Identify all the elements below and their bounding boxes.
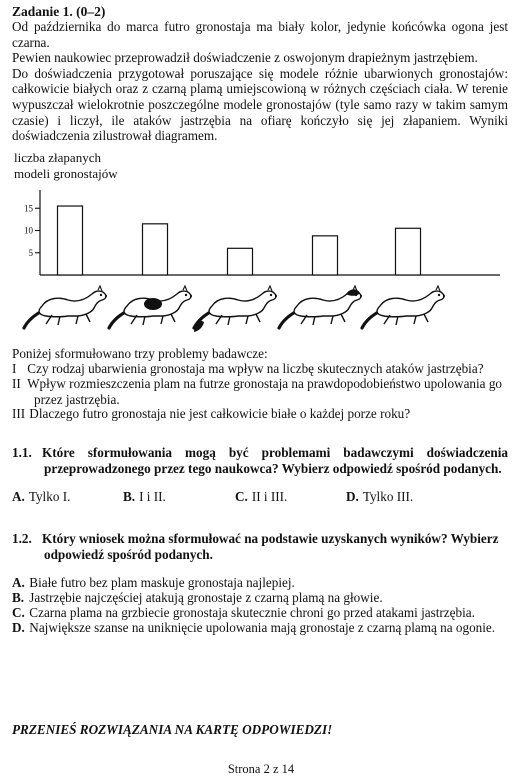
problem-1-number: I	[12, 361, 17, 376]
problem-2-text: Wpływ rozmieszczenia plam na futrze gronostaja na prawdopodobieństwo upolowania go	[27, 376, 503, 391]
stoat-model	[279, 286, 362, 328]
problem-3	[12, 406, 508, 422]
bar	[228, 248, 253, 275]
stoat-nose	[360, 295, 362, 297]
problem-1-text: Czy rodzaj ubarwienia gronostaja ma wpływ na liczbę skutecznych ataków jastrzębia?	[27, 361, 484, 376]
question-1-1-line-2: przeprowadzonego przez tego naukowca? Wybierz odpowiedź spośród podanych.	[44, 460, 502, 476]
option-text: Czarna plama na grzbiecie gronostaja skutecznie chroni go przed atakami jastrzębia.	[29, 605, 475, 620]
stoat-ear	[98, 286, 102, 291]
option-1-2-a[interactable]	[12, 575, 512, 591]
option-letter: D.	[346, 489, 359, 504]
problem-3-number: III	[12, 406, 26, 421]
stoat-model	[109, 286, 192, 328]
option-text: Największe szanse na uniknięcie upolowania mają gronostaje z czarną plamą na ogonie.	[29, 620, 496, 635]
stoat-nose	[443, 295, 445, 297]
intro-paragraph-1: Od października do marca futro gronostaja ma biały kolor, jedynie końcówka ogona jest czarna.	[12, 19, 508, 50]
stoat-ear	[183, 286, 187, 291]
question-1-1-number: 1.1.	[12, 445, 32, 460]
task-intro	[12, 19, 508, 144]
question-1-2-line-1: Który wniosek można sformułować na podstawie uzyskanych wyników? Wybierz	[42, 531, 499, 546]
stoat-eye	[270, 294, 272, 296]
stoat-eye	[100, 294, 102, 296]
page-number: Strona 2 z 14	[227, 762, 295, 776]
task-title: Zadanie 1. (0–2)	[12, 4, 106, 19]
problem-3-text: Dlaczego futro gronostaja nie jest całkowicie białe o każdej porze roku?	[29, 406, 411, 421]
option-1-2-b[interactable]	[12, 590, 512, 606]
question-1-2-line-2: odpowiedź spośród podanych.	[44, 546, 213, 562]
option-letter: B.	[12, 590, 25, 605]
y-tick-label: 5	[28, 247, 33, 258]
intro-paragraph-3: Do doświadczenia przygotował poruszające się modele różnie ubarwionych gronostajów: całkowicie białych oraz z czarną plamą umiejscowioną w różnych częściach ciała. W terenie wypuszczał wielokrotnie poszczególne modele gronostajów (tyle samo razy w takim samym czasie) i liczył, ile ataków jastrzębia na ofiarę kończyło się jej złapaniem. Wyniki doświadczenia zilustrował diagramem.	[12, 65, 508, 144]
problem-2-number: II	[12, 376, 21, 391]
option-letter: B.	[123, 489, 136, 504]
option-letter: C.	[235, 489, 248, 504]
black-spot-tail	[194, 320, 204, 332]
option-text: Białe futro bez plam maskuje gronostaja najlepiej.	[29, 575, 295, 590]
y-tick-label: 15	[24, 203, 33, 214]
question-1-2-number: 1.2.	[12, 531, 32, 546]
option-1-1-a[interactable]	[12, 489, 70, 505]
problem-1	[12, 361, 508, 377]
transfer-answers-note: PRZENIEŚ ROZWIĄZANIA NA KARTĘ ODPOWIEDZI!	[12, 722, 333, 737]
option-text: Tylko I.	[28, 489, 71, 504]
black-spot-back	[144, 298, 162, 310]
stoat-ear	[436, 286, 440, 291]
y-axis-title-line-2: modeli gronostajów	[14, 165, 118, 181]
stoat-eye	[438, 294, 440, 296]
problem-2	[12, 376, 508, 407]
bar	[313, 236, 338, 275]
stoat-body	[209, 291, 276, 317]
question-1-2	[12, 531, 508, 562]
stoat-nose	[105, 295, 107, 297]
question-1-1	[12, 445, 508, 476]
option-1-1-c[interactable]	[235, 489, 287, 505]
bar	[396, 228, 421, 275]
option-letter: A.	[12, 575, 25, 590]
chart-y-axis-title	[14, 150, 118, 181]
y-axis-title-line-1: liczba złapanych	[14, 150, 101, 165]
stoat-model	[24, 286, 107, 328]
option-text: Jastrzębie najczęściej atakują gronostaje z czarną plamą na głowie.	[29, 590, 383, 605]
option-1-2-d[interactable]	[12, 620, 512, 636]
option-1-2-c[interactable]	[12, 605, 512, 621]
option-1-1-b[interactable]	[123, 489, 166, 505]
stoat-body	[39, 291, 106, 317]
bar-chart	[0, 180, 522, 338]
chart-bars	[58, 206, 421, 275]
stoat-model	[362, 286, 445, 328]
option-text: I i II.	[139, 489, 166, 504]
problem-2-continuation: przez jastrzębia.	[34, 391, 120, 407]
stoat-eye	[185, 294, 187, 296]
option-letter: C.	[12, 605, 25, 620]
stoat-models	[24, 286, 445, 332]
option-1-1-d[interactable]	[346, 489, 413, 505]
question-1-1-line-1: Które sformułowania mogą być problemami badawczymi doświadczenia	[42, 445, 508, 460]
option-text: II i III.	[251, 489, 288, 504]
option-text: Tylko III.	[362, 489, 414, 504]
stoat-nose	[190, 295, 192, 297]
chart-axis	[24, 190, 500, 275]
intro-paragraph-2: Pewien naukowiec przeprowadził doświadczenie z oswojonym drapieżnym jastrzębiem.	[12, 50, 478, 66]
stoat-nose	[275, 295, 277, 297]
stoat-model	[194, 286, 277, 332]
option-letter: A.	[12, 489, 25, 504]
stoat-body	[377, 291, 444, 317]
stoat-ear	[268, 286, 272, 291]
y-tick-label: 10	[24, 225, 33, 236]
bar	[143, 224, 168, 275]
option-letter: D.	[12, 620, 25, 635]
bar	[58, 206, 83, 275]
problems-heading: Poniżej sformułowano trzy problemy badawcze:	[12, 346, 268, 361]
